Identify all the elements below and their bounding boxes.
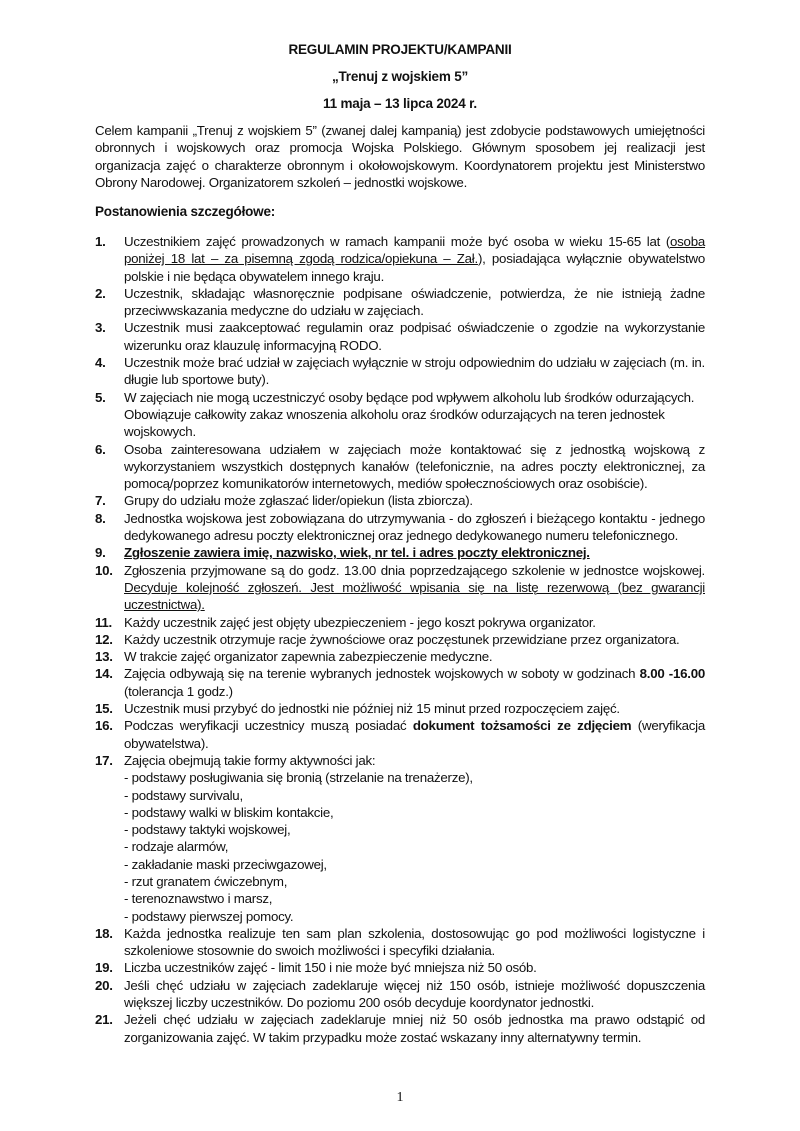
rule-item — [95, 717, 705, 752]
rule-number: 7. — [95, 493, 106, 509]
rule-item — [95, 752, 705, 925]
activity-item: - podstawy pierwszej pomocy. — [124, 908, 294, 924]
rule-text-bold: 8.00 -16.00 — [639, 666, 705, 682]
rule-item — [95, 648, 705, 665]
activity-item: - podstawy survivalu, — [124, 787, 243, 803]
activity-item: - podstawy taktyki wojskowej, — [124, 822, 291, 838]
rule-item — [95, 285, 705, 320]
rule-text: Każdy uczestnik zajęć jest objęty ubezpieczeniem - jego koszt pokrywa organizator. — [124, 614, 596, 630]
rule-text: Podczas weryfikacji uczestnicy muszą posiadać — [124, 718, 413, 734]
rule-text: Zajęcia odbywają się na terenie wybranych jednostek wojskowych w soboty w godzinach — [124, 666, 640, 682]
rule-item — [95, 959, 705, 976]
rule-number: 2. — [95, 285, 106, 301]
rule-item — [95, 354, 705, 389]
rule-number: 20. — [95, 977, 113, 993]
rule-text: Liczba uczestników zajęć - limit 150 i nie może być mniejsza niż 50 osób. — [124, 960, 537, 976]
rule-number: 12. — [95, 631, 113, 647]
document-title: REGULAMIN PROJEKTU/KAMPANII — [288, 42, 512, 57]
rule-text: Każda jednostka realizuje ten sam plan szkolenia, dostosowując go pod możliwości logistyczne i szkoleniowe stosownie do swoich możliwości i specyfiki działania. — [124, 925, 705, 959]
rule-number: 8. — [95, 510, 106, 526]
rule-number: 19. — [95, 960, 113, 976]
activity-item: - podstawy walki w bliskim kontakcie, — [124, 804, 334, 820]
rule-text: Uczestnikiem zajęć prowadzonych w ramach kampanii może być osoba w wieku 15-65 lat ( — [124, 234, 671, 249]
rule-item — [95, 233, 705, 285]
rule-text: Uczestnik, składając własnoręcznie podpisane oświadczenie, potwierdza, że nie istnieją żadne przeciwwskazania medyczne do udziału w zajęciach. — [124, 285, 705, 319]
rule-item — [95, 700, 705, 717]
rule-number: 18. — [95, 925, 113, 941]
rule-item — [95, 562, 705, 614]
rule-text: Zgłoszenia przyjmowane są do godz. 13.00 dnia poprzedzającego szkolenie w jednostce wojskowej. — [124, 562, 705, 578]
rule-item — [95, 319, 705, 354]
rule-text-underlined: Decyduje kolejność zgłoszeń. Jest możliwość wpisania się na listę rezerwową (bez gwarancji uczestnictwa). — [124, 579, 705, 613]
rule-text: ), posiadająca wyłącznie obywatelstwo polskie i nie będąca obywatelem innego kraju. — [124, 251, 705, 284]
rule-text: Uczestnik musi zaakceptować regulamin oraz podpisać oświadczenie o zgodzie na wykorzystanie wizerunku oraz klauzulę informacyjną RODO. — [124, 320, 705, 353]
section-heading: Postanowienia szczegółowe: — [95, 204, 276, 219]
rule-text-underlined: osoba poniżej 18 lat – za pisemną zgodą rodzica/opiekuna – Zał. — [124, 234, 705, 267]
rule-item — [95, 1011, 705, 1046]
rule-item — [95, 389, 705, 441]
rule-item — [95, 925, 705, 960]
rule-text: Jeśli chęć udziału w zajęciach zadeklaruje więcej niż 150 osób, istnieje możliwość dopuszczenia większej liczby uczestników. Do poziomu 200 osób decyduje koordynator jednostki. — [124, 977, 705, 1011]
activity-item: - rzut granatem ćwiczebnym, — [124, 873, 288, 889]
rule-number: 5. — [95, 389, 106, 405]
rule-number: 1. — [95, 234, 106, 249]
activity-item: - podstawy posługiwania się bronią (strzelanie na trenażerze), — [124, 770, 473, 786]
rule-item — [95, 977, 705, 1012]
rule-item — [95, 441, 705, 493]
campaign-dates: 11 maja – 13 lipca 2024 r. — [323, 96, 477, 111]
rule-text: Uczestnik musi przybyć do jednostki nie później niż 15 minut przed rozpoczęciem zajęć. — [124, 701, 620, 717]
rule-number: 11. — [95, 614, 113, 630]
rule-text: Każdy uczestnik otrzymuje racje żywnościowe oraz poczęstunek przewidziane przez organizatora. — [124, 631, 680, 647]
activity-item: - terenoznawstwo i marsz, — [124, 891, 273, 907]
rule-number: 14. — [95, 666, 113, 682]
rule-number: 21. — [95, 1012, 113, 1028]
rule-text: Uczestnik może brać udział w zajęciach wyłącznie w stroju odpowiednim do udziału w zajęciach (m. in. długie lub sportowe buty). — [124, 355, 705, 388]
rule-text: Jednostka wojskowa jest zobowiązana do utrzymywania - do zgłoszeń i bieżącego kontaktu - jednego dedykowanego adresu poczty elektronicznej oraz jednego dedykowanego numeru telefonicznego. — [124, 510, 705, 544]
activity-item: - zakładanie maski przeciwgazowej, — [124, 856, 327, 872]
rule-item — [95, 544, 705, 561]
rule-item — [95, 665, 705, 700]
rule-number: 13. — [95, 649, 113, 665]
rule-number: 10. — [95, 562, 113, 578]
rule-item — [95, 614, 705, 631]
rule-text: W zajęciach nie mogą uczestniczyć osoby będące pod wpływem alkoholu lub środków odurzających. Obowiązuje całkowity zakaz wnoszenia alkoholu oraz środków odurzających na teren jednostek wojskowych. — [124, 389, 695, 440]
rule-text: (weryfikacja obywatelstwa). — [124, 718, 705, 751]
rule-number: 4. — [95, 355, 106, 371]
rule-item — [95, 510, 705, 545]
rule-text: W trakcie zajęć organizator zapewnia zabezpieczenie medyczne. — [124, 649, 493, 665]
page-number: 1 — [396, 1090, 404, 1105]
rule-number: 16. — [95, 718, 113, 734]
intro-paragraph: Celem kampanii „Trenuj z wojskiem 5” (zwanej dalej kampanią) jest zdobycie podstawowych umiejętności obronnych i wojskowych oraz promocja Wojska Polskiego. Głównym sposobem jej realizacji jest organizacja zajęć o charakterze obronnym i okołowojskowym. Koordynatorem projektu jest Ministerstwo Obrony Narodowej. Organizatorem szkoleń – jednostki wojskowe. — [95, 123, 705, 190]
rule-item — [95, 492, 705, 509]
rule-number: 3. — [95, 320, 106, 336]
activity-item: - rodzaje alarmów, — [124, 839, 229, 855]
rule-text: (tolerancja 1 godz.) — [124, 683, 233, 699]
rule-number: 9. — [95, 545, 106, 561]
rules-list — [95, 233, 705, 1046]
rule-number: 6. — [95, 441, 106, 457]
rule-item — [95, 631, 705, 648]
campaign-name: „Trenuj z wojskiem 5” — [331, 69, 469, 84]
rule-text: Jeżeli chęć udziału w zajęciach zadeklaruje mniej niż 50 osób jednostka ma prawo odstąpić od zorganizowania zajęć. W takim przypadku może zostać wskazany inny alternatywny termin. — [124, 1012, 705, 1045]
rule-text-bold-underlined: Zgłoszenie zawiera imię, nazwisko, wiek, nr tel. i adres poczty elektronicznej. — [124, 545, 590, 561]
rule-text-bold: dokument tożsamości ze zdjęciem — [412, 718, 632, 734]
rule-number: 15. — [95, 701, 113, 717]
rule-text: Osoba zainteresowana udziałem w zajęciach może kontaktować się z jednostką wojskową z wykorzystaniem wszystkich dostępnych kanałów (telefonicznie, na adres poczty elektronicznej, za pomocą/poprzez komunikatorów internetowych, mediów społecznościowych oraz osobiście). — [124, 441, 705, 492]
rule-text: Zajęcia obejmują takie formy aktywności jak: — [124, 752, 376, 768]
rule-number: 17. — [95, 752, 113, 768]
rule-text: Grupy do udziału może zgłaszać lider/opiekun (lista zbiorcza). — [124, 493, 473, 509]
